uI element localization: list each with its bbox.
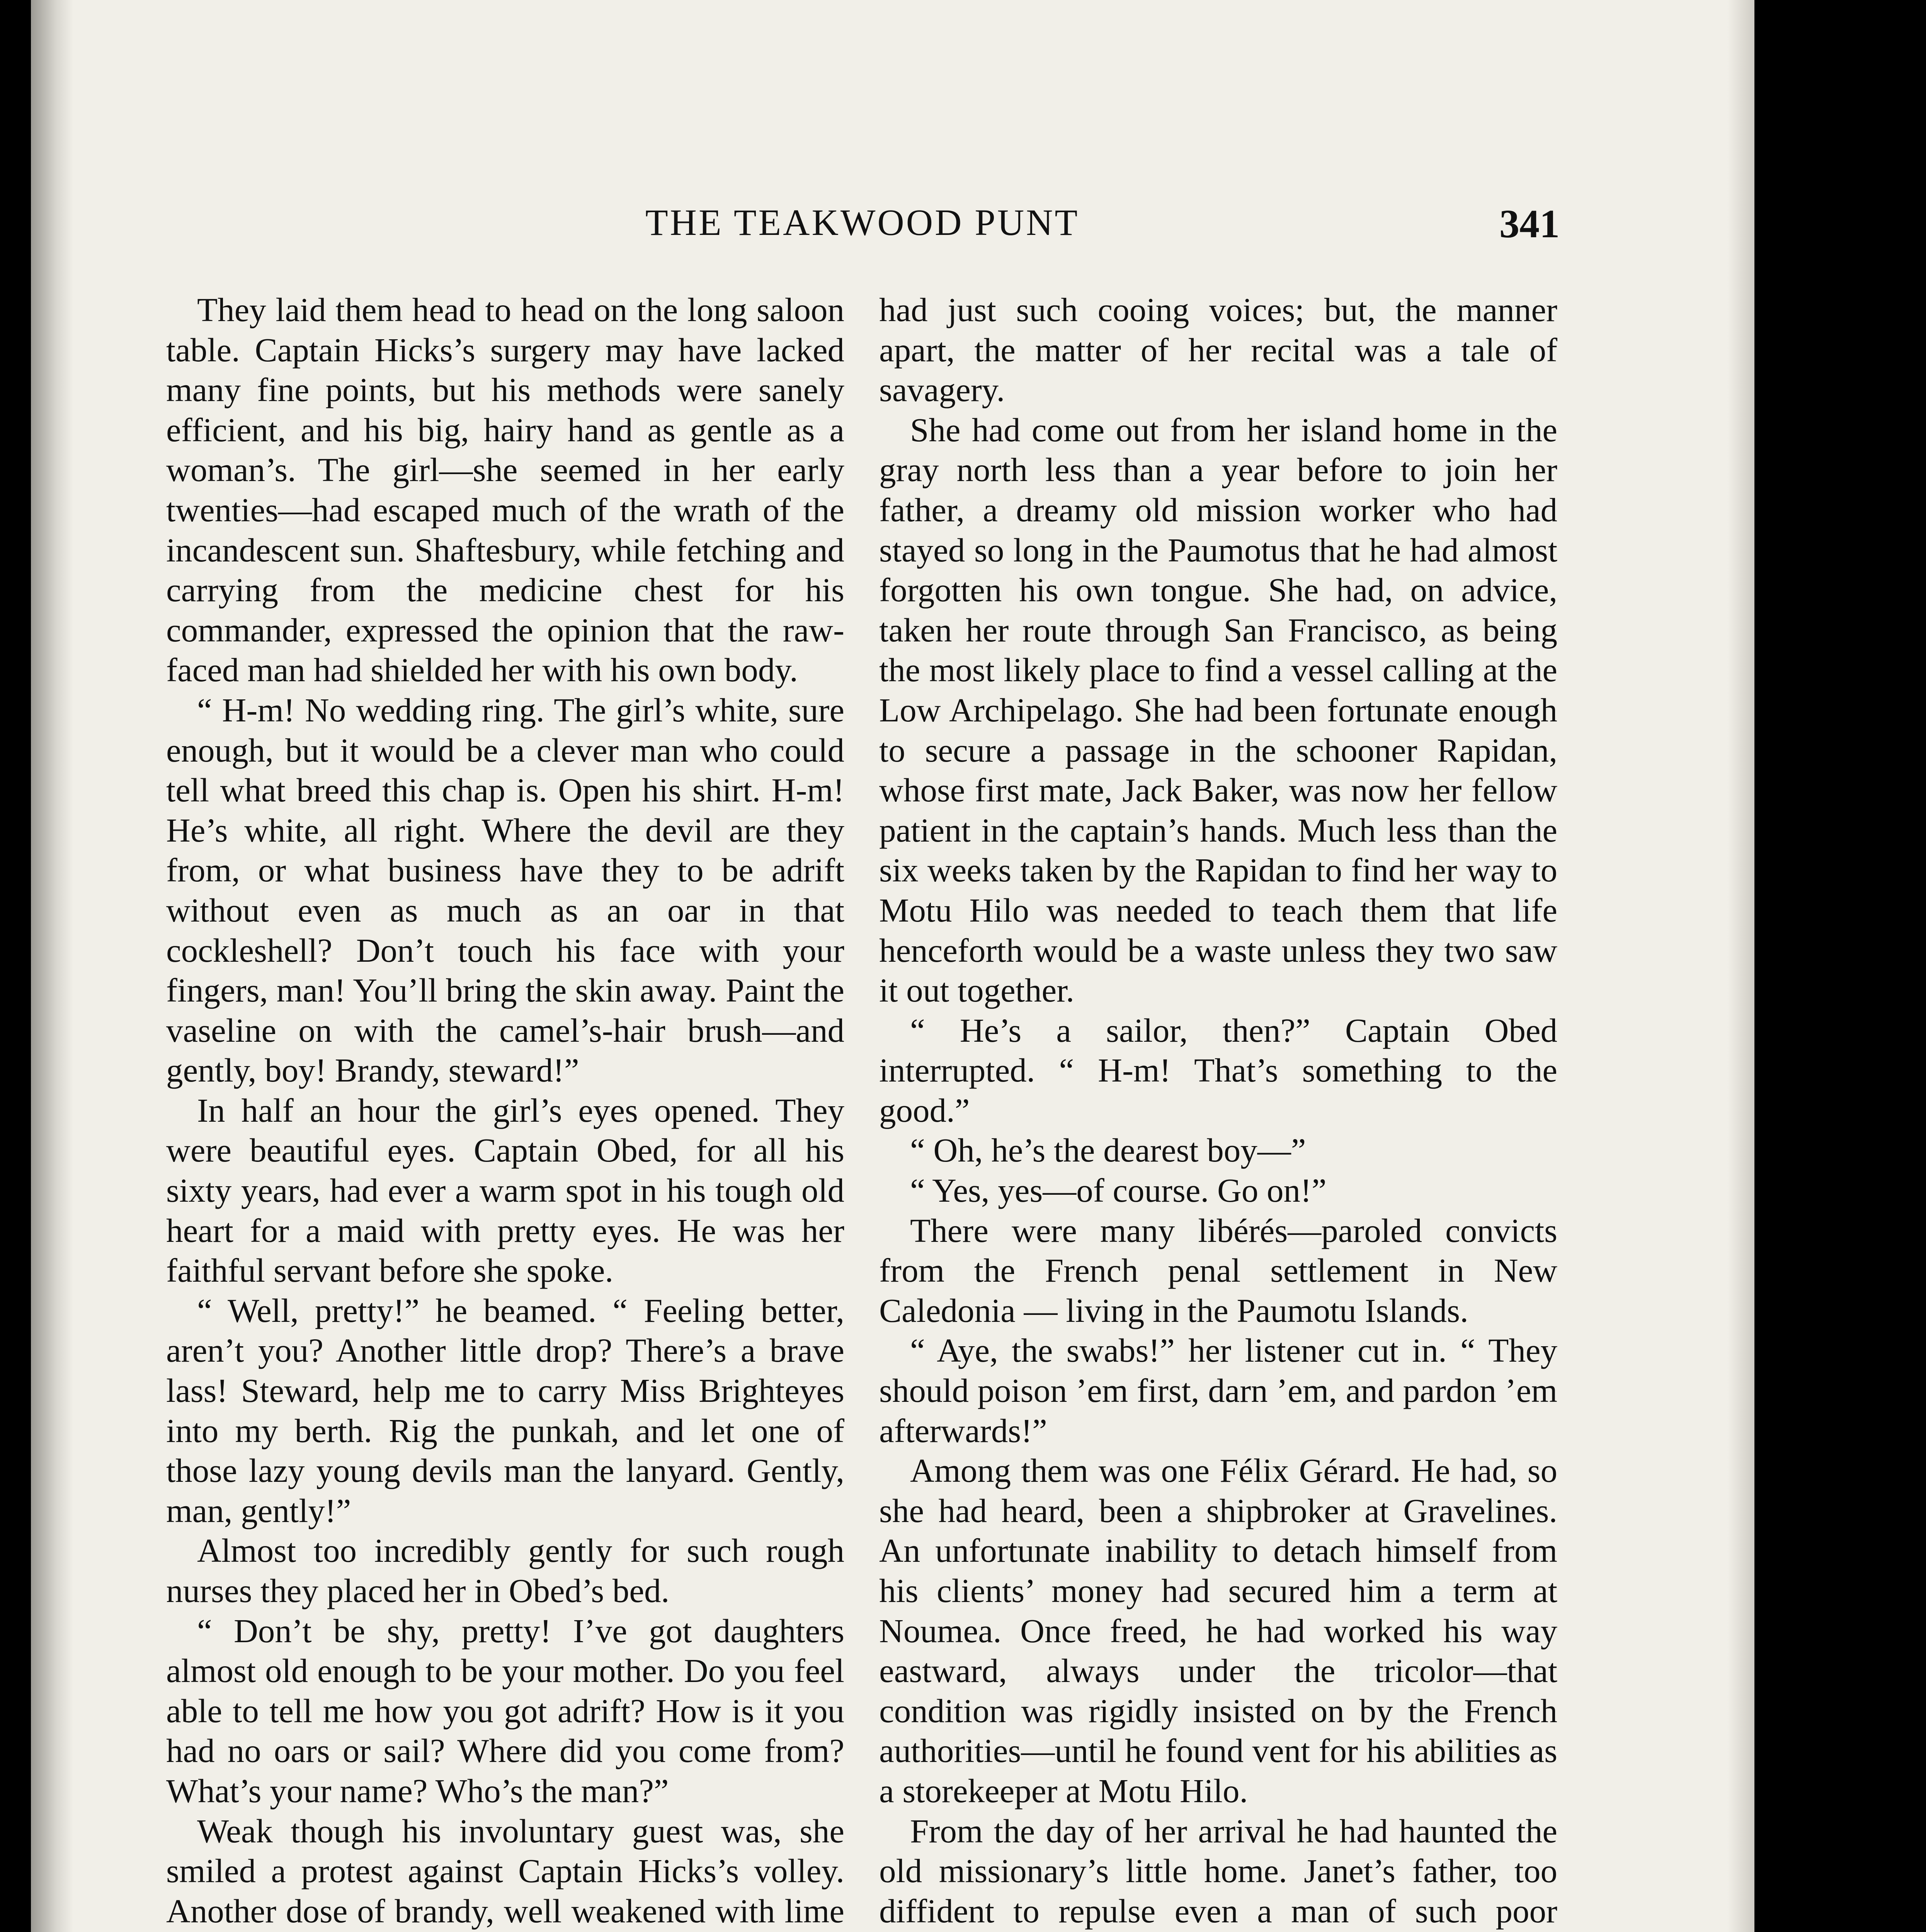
book-page	[31, 0, 1754, 1932]
paragraph: “ He’s a sailor, then?” Captain Obed interrupted. “ H-m! That’s something to the good.”	[879, 1011, 1557, 1129]
paragraph: “ Well, pretty!” he beamed. “ Feeling better, aren’t you? Another little drop? There’s a brave lass! Steward, help me to carry Miss Brighteyes into my berth. Rig the punkah, and let one of those lazy young devils man the lanyard. Gently, man, gently!”	[166, 1291, 844, 1529]
page-number: 341	[1499, 202, 1560, 246]
paragraph: “ Aye, the swabs!” her listener cut in. “ They should poison ’em first, darn ’em, and pardon ’em afterwards!”	[879, 1332, 1557, 1449]
running-title: THE TEAKWOOD PUNT	[645, 202, 1080, 243]
paragraph-continued: had just such cooing voices; but, the manner apart, the matter of her recital was a tale of savagery.	[879, 291, 1557, 409]
paragraph: Among them was one Félix Gérard. He had, so she had heard, been a shipbroker at Gravelines. An unfortunate inability to detach himself from his clients’ money had secured him a term at Noumea. Once freed, he had worked his way eastward, always under the tricolor—that condition was rigidly insisted on by the French authorities—until he found vent for his abilities as a storekeeper at Motu Hilo.	[879, 1452, 1557, 1810]
paragraph: She had come out from her island home in the gray north less than a year before to join her father, a dreamy old mission worker who had stayed so long in the Paumotus that he had almost forgotten his own tongue. She had, on advice, taken her route through San Francisco, as being the most likely place to find a vessel calling at the Low Archipelago. She had been fortunate enough to secure a passage in the schooner Rapidan, whose first mate, Jack Baker, was now her fellow patient in the captain’s hands. Much less than the six weeks taken by the Rapidan to find her way to Motu Hilo was needed to teach them that life henceforth would be a waste unless they two saw it out together.	[879, 411, 1557, 1009]
right-column	[879, 290, 1557, 1932]
paragraph: Almost too incredibly gently for such rough nurses they placed her in Obed’s bed.	[166, 1532, 844, 1609]
paragraph: “ Yes, yes—of course. Go on!”	[910, 1172, 1327, 1209]
paragraph: “ Oh, he’s the dearest boy—”	[910, 1131, 1306, 1169]
paragraph: There were many libérés—paroled convicts from the French penal settlement in New Caledonia — living in the Paumotu Islands.	[879, 1211, 1557, 1329]
paragraph: In half an hour the girl’s eyes opened. They were beautiful eyes. Captain Obed, for all his sixty years, had ever a warm spot in his tough old heart for a maid with pretty eyes. He was her faithful servant before she spoke.	[166, 1091, 844, 1289]
paragraph: From the day of her arrival he had haunted the old missionary’s little home. Janet’s father, too diffident to repulse even a man of such poor	[879, 1812, 1557, 1930]
left-column	[166, 290, 844, 1932]
page-gutter-shadow	[31, 0, 73, 1932]
page-edge	[1727, 0, 1754, 1932]
paragraph: They laid them head to head on the long saloon table. Captain Hicks’s surgery may have lacked many fine points, but his methods were sanely efficient, and his big, hairy hand as gentle as a woman’s. The girl—she seemed in her early twenties—had escaped much of the wrath of the incandescent sun. Shaftesbury, while fetching and carrying from the medicine chest for his commander, expressed the opinion that the raw-faced man had shielded her with his own body.	[166, 291, 844, 689]
paragraph: Weak though his involuntary guest was, she smiled a protest against Captain Hicks’s volley. Another dose of brandy, well weakened with lime	[166, 1812, 844, 1930]
paragraph: “ Don’t be shy, pretty! I’ve got daughters almost old enough to be your mother. Do you feel able to tell me how you got adrift? How is it you had no oars or sail? Where did you come from? What’s your name? Who’s the man?”	[166, 1612, 844, 1810]
paragraph: “ H-m! No wedding ring. The girl’s white, sure enough, but it would be a clever man who could tell what breed this chap is. Open his shirt. H-m! He’s white, all right. Where the devil are they from, or what business have they to be adrift without even as much as an oar in that cockleshell? Don’t touch his face with your fingers, man! You’ll bring the skin away. Paint the vaseline on with the camel’s-hair brush—and gently, boy! Brandy, steward!”	[166, 691, 844, 1089]
